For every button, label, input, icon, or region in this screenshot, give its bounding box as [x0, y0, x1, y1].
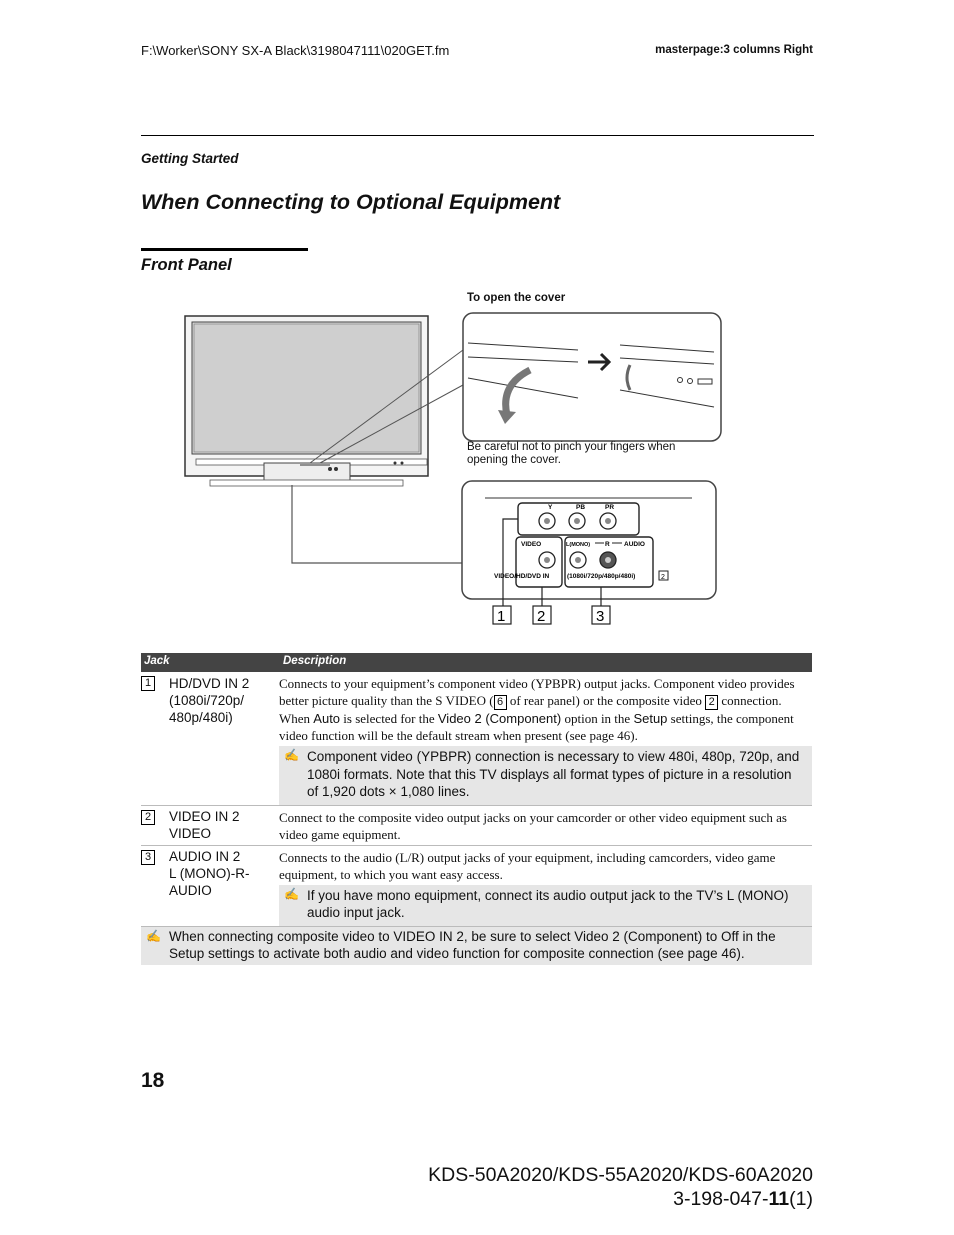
note-pen-icon: ✍ [284, 748, 299, 762]
header-file-path: F:\Worker\SONY SX-A Black\3198047111\020GET.fm [141, 43, 450, 58]
jack-label-pb: PB [576, 504, 586, 511]
col-header-jack: Jack [144, 655, 170, 667]
jack-label-y: Y [548, 504, 553, 511]
jack-number: 1 [141, 676, 155, 691]
header-masterpage: masterpage:3 columns Right [655, 44, 813, 56]
jack-name: HD/DVD IN 2 (1080i/720p/ 480p/480i) [169, 676, 250, 725]
jack-label-r: R [605, 541, 610, 548]
jack-description: Connects to the audio (L/R) output jacks of your equipment, including camcorders, video game equipment, to which you want easy access. [279, 849, 776, 882]
table-row [141, 655, 812, 806]
callout-3: 3 [596, 608, 605, 625]
subtitle-rule [141, 248, 308, 251]
cover-label: To open the cover [467, 292, 566, 304]
jack-note: ✍ If you have mono equipment, connect its audio output jack to the TV’s L (MONO) audio input jack. [279, 885, 812, 926]
section-label: Getting Started [141, 151, 239, 166]
jack-label-bottom-right: (1080i/720p/480p/480i) [567, 573, 636, 580]
jack-table [141, 653, 812, 927]
page-title: When Connecting to Optional Equipment [141, 190, 561, 214]
jack-note: ✍ Component video (YPBPR) connection is necessary to view 480i, 480p, 720p, and 1080i formats. Note that this TV displays all format types of picture in a resolution of 1,920 dots × 1,080 lines. [279, 746, 812, 805]
jack-description: Connect to the composite video output jacks on your camcorder or other video equipment such as video game equipment. [279, 809, 787, 842]
bottom-note: ✍ When connecting composite video to VIDEO IN 2, be sure to select Video 2 (Component) to Off in the Setup settings to activate both audio and video function for composite connection (see page 46). [141, 927, 812, 965]
jack-number: 2 [141, 810, 155, 825]
jack-label-video: VIDEO [521, 541, 542, 548]
jack-label-bottom-left: VIDEO/HD/DVD IN [494, 573, 550, 580]
page-number: 18 [141, 1069, 165, 1092]
model-line-2: 3-198-047-11(1) [673, 1188, 813, 1210]
header-rule [141, 135, 814, 136]
jack-number: 3 [141, 850, 155, 865]
table-row [141, 806, 812, 846]
jack-label-audio: AUDIO [624, 541, 645, 548]
jack-name: VIDEO IN 2 VIDEO [169, 808, 240, 841]
jack-name: AUDIO IN 2 L (MONO)-R- AUDIO [169, 848, 250, 898]
note-pen-icon: ✍ [146, 929, 161, 943]
note-pen-icon: ✍ [284, 886, 299, 901]
model-line-1: KDS-50A2020/KDS-55A2020/KDS-60A2020 [428, 1164, 813, 1186]
model-numbers [428, 1163, 813, 1211]
jack-label-input-num: 2 [661, 574, 665, 581]
tv-illustration [185, 316, 428, 486]
table-row [141, 846, 812, 927]
subtitle: Front Panel [141, 256, 232, 274]
col-header-description: Description [283, 655, 347, 667]
front-panel-illustration [180, 300, 740, 630]
jack-description: Connects to your equipment’s component video (YPBPR) output jacks. Component video provides better picture quality than the S VIDEO ( 6 of rear panel) or the composite video 2 connection. When Auto is selected for the Video 2 (Component) option in the Setup settings, the component video function will be the default stream when present (see page 46). [279, 676, 795, 743]
callout-1: 1 [497, 608, 506, 625]
jack-label-pr: PR [605, 504, 615, 511]
caution-text: Be careful not to pinch your fingers when opening the cover. [467, 441, 676, 466]
jack-label-lmono: L(MONO) [566, 542, 591, 548]
callout-2: 2 [537, 608, 546, 625]
